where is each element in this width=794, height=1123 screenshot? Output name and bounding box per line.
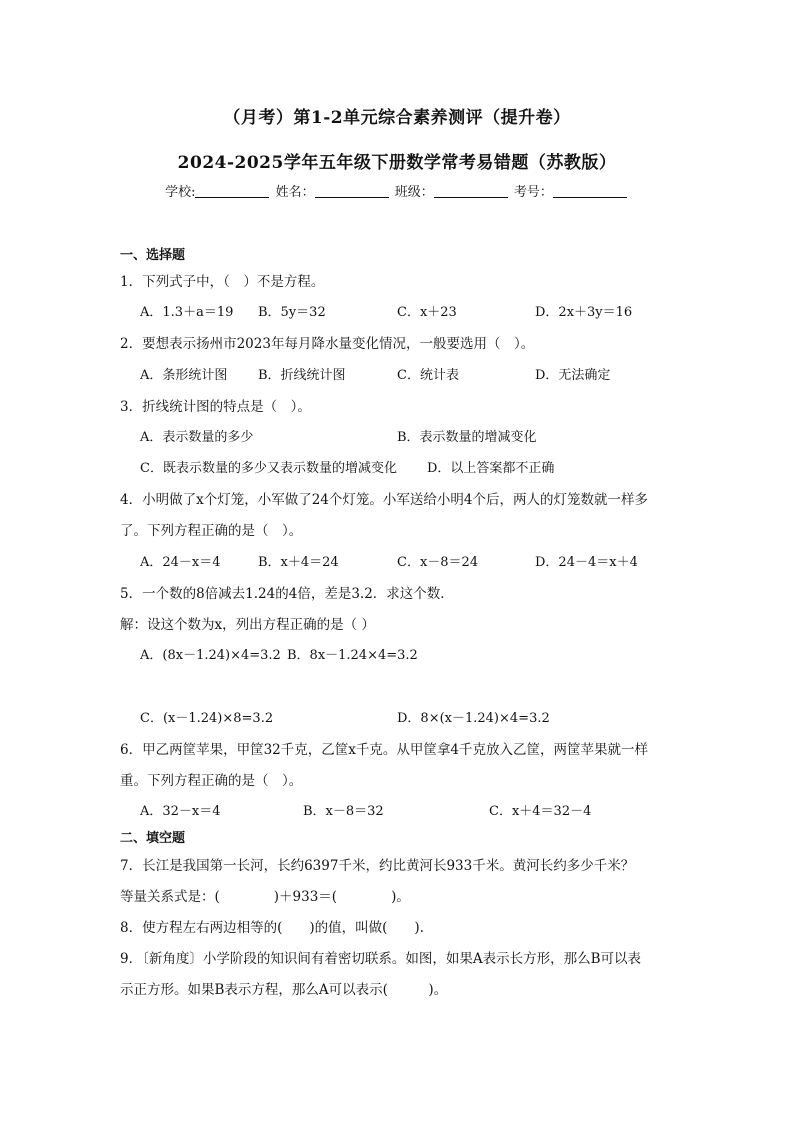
q4-option-b: B．x＋4＝24	[258, 555, 339, 570]
class-label: 班级：	[394, 185, 434, 200]
section-heading-fill: 二、填空题	[120, 831, 186, 846]
q2-option-b: B．折线统计图	[258, 368, 346, 383]
q1-option-b: B．5y＝32	[258, 305, 326, 320]
q5-option-d: D．8×(x－1.24)×4=3.2	[397, 711, 550, 726]
q6-option-c: C．x＋4＝32－4	[489, 804, 592, 819]
q3-option-d: D．以上答案都不正确	[427, 461, 555, 476]
school-label: 学校:	[165, 185, 196, 200]
q3-option-b: B．表示数量的增减变化	[397, 430, 537, 445]
q5-option-c: C．(x－1.24)×8=3.2	[140, 711, 274, 726]
exam-number-label: 考号：	[513, 185, 553, 200]
question-2-stem: 2．要想表示扬州市2023年每月降水量变化情况，一般要选用（ ）。	[120, 336, 535, 352]
question-7-stem: 7．长江是我国第一长河，长约6397千米，约比黄河长933千米。黄河长约多少千米？	[120, 858, 635, 874]
q4-option-a: A．24－x＝4	[140, 555, 221, 570]
question-5-solution-intro: 解：设这个数为x，列出方程正确的是（ ）	[120, 617, 375, 633]
question-3-stem: 3．折线统计图的特点是（ ）。	[120, 399, 311, 415]
q5-option-a: A．(8x－1.24)×4=3.2	[140, 648, 281, 663]
question-9-stem-line2: 示正方形。如果B表示方程，那么A可以表示( )。	[120, 982, 448, 998]
question-4-stem-line2: 了。下列方程正确的是（ ）。	[120, 523, 303, 539]
question-9-stem-line1: 9．〔新角度〕小学阶段的知识间有着密切联系。如图，如果A表示长方形，那么B可以表	[120, 951, 642, 967]
q1-option-c: C．x＋23	[397, 305, 457, 320]
question-5-stem: 5．一个数的8倍减去1.24的4倍，差是3.2．求这个数．	[120, 586, 454, 602]
q2-option-c: C．统计表	[397, 368, 459, 383]
name-blank[interactable]	[315, 184, 389, 198]
question-6-stem-line2: 重。下列方程正确的是（ ）。	[120, 773, 303, 789]
question-8-stem: 8．使方程左右两边相等的( )的值，叫做( ).	[120, 920, 424, 936]
q6-option-b: B．x－8＝32	[303, 804, 384, 819]
q3-option-a: A．表示数量的多少	[140, 430, 254, 445]
q4-option-d: D．24－4＝x＋4	[535, 555, 638, 570]
q1-option-a: A．1.3＋a＝19	[140, 305, 234, 320]
question-7-relation: 等量关系式是：( )＋933＝( )。	[120, 889, 410, 905]
exam-number-blank[interactable]	[553, 184, 627, 198]
name-label: 姓名：	[275, 185, 315, 200]
q2-option-a: A．条形统计图	[140, 368, 228, 383]
question-1-stem: 1．下列式子中，（ ）不是方程。	[120, 274, 325, 290]
section-heading-choice: 一、选择题	[120, 248, 186, 263]
q4-option-c: C．x－8＝24	[397, 555, 479, 570]
school-blank[interactable]	[195, 184, 269, 198]
question-6-stem-line1: 6．甲乙两筐苹果，甲筐32千克，乙筐x千克。从甲筐拿4千克放入乙筐，两筐苹果就一样	[120, 742, 648, 758]
q1-option-d: D．2x＋3y＝16	[535, 305, 633, 320]
exam-subtitle: 2024-2025学年五年级下册数学常考易错题（苏教版）	[177, 153, 617, 173]
student-info-row	[0, 181, 794, 200]
q3-option-c: C．既表示数量的多少又表示数量的增减变化	[140, 461, 397, 476]
exam-title: （月考）第1-2单元综合素养测评（提升卷）	[223, 108, 571, 128]
class-blank[interactable]	[434, 184, 508, 198]
q2-option-d: D．无法确定	[535, 368, 611, 383]
q5-option-b: B．8x－1.24×4=3.2	[287, 648, 418, 663]
question-4-stem-line1: 4．小明做了x个灯笼，小军做了24个灯笼。小军送给小明4个后，两人的灯笼数就一样多	[120, 492, 648, 508]
q6-option-a: A．32－x＝4	[140, 804, 221, 819]
